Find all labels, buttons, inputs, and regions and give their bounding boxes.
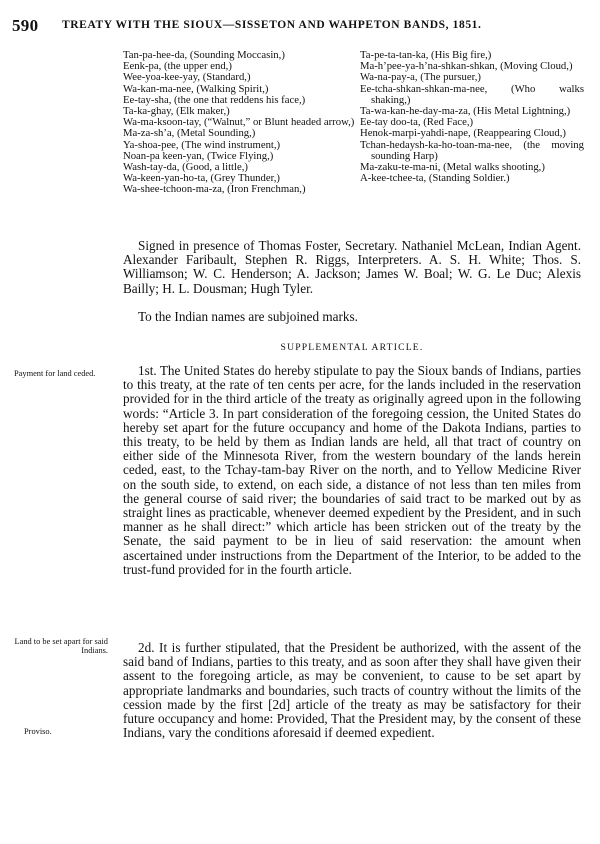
signatory-name: Ee-tcha-shkan-shkan-ma-nee, (Who walks shaking,) bbox=[360, 82, 584, 106]
signatory-name: Wa-ma-ksoon-tay, (“Walnut,” or Blunt headed arrow,) bbox=[123, 116, 355, 129]
signatory-name: Ee-tay doo-ta, (Red Face,) bbox=[360, 116, 474, 129]
running-title: TREATY WITH THE SIOUX—SISSETON AND WAHPETON BANDS, 1851. bbox=[62, 19, 482, 31]
witness-paragraph: Signed in presence of Thomas Foster, Secretary. Nathaniel McLean, Indian Agent. Alexander Faribault, Stephen R. Riggs, Interpreters. A. S. H. White; Thos. S. Williamson; W. C. Henderson; A. Jackson; James W. Boal; W. G. Le Duc; Alexis Bailly; H. L. Dousman; Hugh Tyler. bbox=[123, 238, 581, 296]
signatory-name: Wa-kan-ma-nee, (Walking Spirit,) bbox=[123, 82, 269, 95]
signatory-name: Wa-shee-tchoon-ma-za, (Iron Frenchman,) bbox=[123, 183, 306, 196]
signatory-name: Noan-pa keen-yan, (Twice Flying,) bbox=[123, 149, 274, 162]
page-header bbox=[12, 16, 582, 36]
signatory-name: Ya-shoa-pee, (The wind instrument,) bbox=[123, 138, 281, 151]
names-left-column bbox=[123, 50, 356, 196]
page-number: 590 bbox=[12, 16, 39, 35]
signatory-name: Ma-za-sh’a, (Metal Sounding,) bbox=[123, 127, 256, 140]
margin-note-land: Land to be set apart for said Indians. bbox=[14, 637, 108, 655]
signatory-name: Ma-zaku-te-ma-ni, (Metal walks shooting,) bbox=[360, 161, 545, 174]
signatory-name: Ma-h’pee-ya-h’na-shkan-shkan, (Moving Cloud,) bbox=[360, 60, 573, 73]
supplemental-paragraph-1: 1st. The United States do hereby stipulate to pay the Sioux bands of Indians, parties to this treaty, at the rate of ten cents per acre, for the lands included in the reservation provided for in the third article of the treaty as originally agreed upon in the following words: “Article 3. In part consideration of the foregoing cession, the United States do hereby set apart for the future occupancy and home of the Dakota Indians, parties to this treaty, to be held by them as Indian lands are held, all that tract of country on either side of the Minnesota River, from the western boundary of the lands herein ceded, east, to the Tchay-tam-bay River on the north, and to Yellow Medicine River on the south side, to extend, on each side, a distance of not less than ten miles from the general course of said river; the boundaries of said tract to be marked out by as straight lines as practicable, whenever deemed expedient by the President, and in such manner as he shall direct:” which article has been stricken out of the treaty by the Senate, the said payment to be in lieu of said reservation: the amount when ascertained under instructions from the Department of the Interior, to be added to the trust-fund provided for in the fourth article. bbox=[123, 363, 581, 577]
signatory-name: Ta-pe-ta-tan-ka, (His Big fire,) bbox=[360, 49, 492, 61]
marks-note: To the Indian names are subjoined marks. bbox=[138, 309, 358, 324]
signatory-name: Ta-ka-ghay, (Elk maker,) bbox=[123, 105, 230, 118]
names-right-column bbox=[360, 50, 584, 184]
signatory-name: Wash-tay-da, (Good, a little,) bbox=[123, 161, 248, 174]
signatory-name: Henok-marpi-yahdi-nape, (Reappearing Cloud,) bbox=[360, 127, 566, 140]
signatory-name: Eenk-pa, (the upper end,) bbox=[123, 60, 232, 73]
margin-note-proviso: Proviso. bbox=[24, 727, 52, 736]
signatory-name: Wee-yoa-kee-yay, (Standard,) bbox=[123, 71, 251, 84]
signatory-name: Tchan-hedaysh-ka-ho-toan-ma-nee, (the moving sounding Harp) bbox=[360, 138, 584, 162]
supplemental-heading: SUPPLEMENTAL ARTICLE. bbox=[280, 342, 424, 353]
signatory-name: Wa-keen-yan-ho-ta, (Grey Thunder,) bbox=[123, 172, 280, 185]
signatory-name: Wa-na-pay-a, (The pursuer,) bbox=[360, 71, 481, 84]
signatory-name: Ta-wa-kan-he-day-ma-za, (His Metal Lightning,) bbox=[360, 105, 571, 118]
signatory-name: Ee-tay-sha, (the one that reddens his face,) bbox=[123, 93, 306, 106]
supplemental-paragraph-2: 2d. It is further stipulated, that the President be authorized, with the assent of the said band of Indians, parties to this treaty, and as soon after they shall have given their assent to the foregoing article, as may be convenient, to cause to be set apart by appropriate landmarks and boundaries, such tracts of country without the limits of the cession made by the first [2d] article of the treaty as may be satisfactory for their future occupancy and home: Provided, That the President may, by the consent of these Indians, vary the conditions aforesaid if deemed expedient. bbox=[123, 640, 581, 741]
signatory-name: Tan-pa-hee-da, (Sounding Moccasin,) bbox=[123, 49, 285, 61]
signatory-name: A-kee-tchee-ta, (Standing Soldier.) bbox=[360, 172, 510, 185]
margin-note-payment: Payment for land ceded. bbox=[14, 369, 96, 378]
